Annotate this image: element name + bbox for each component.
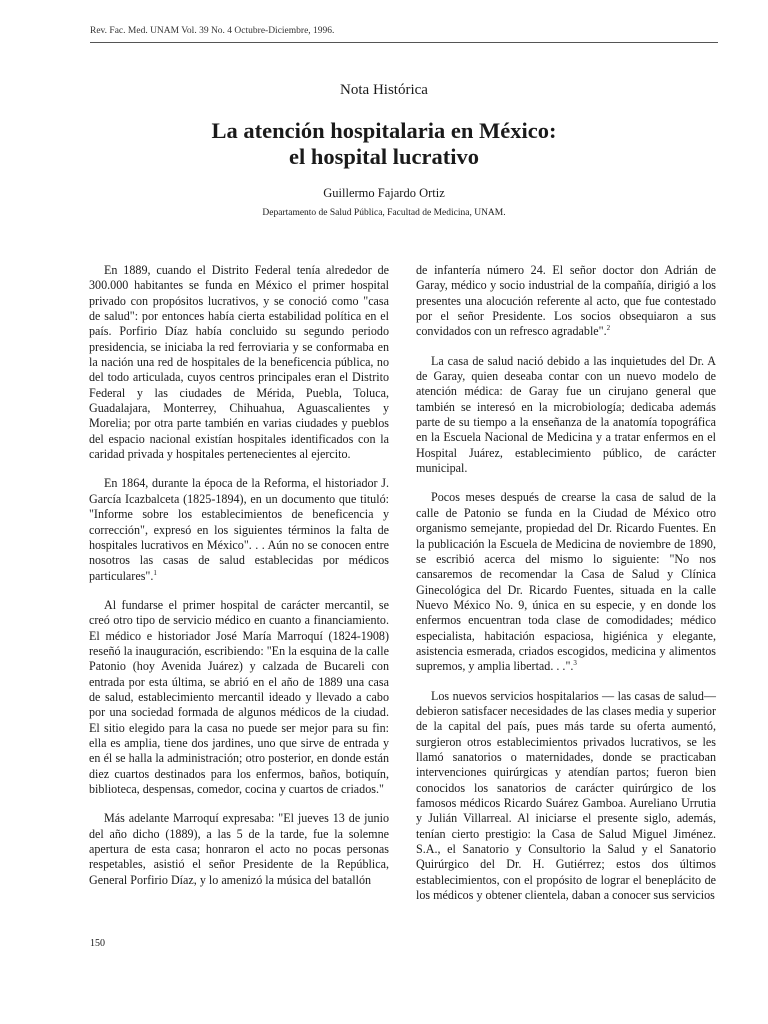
paragraph-text: Pocos meses después de crearse la casa de salud de la calle de Patonio se funda en la Ciudad de México otro organismo semejante, propiedad del Dr. Ricardo Fuentes. En la publicación la Escuela de Medicina de noviembre de 1890, se escribió acerca del mismo lo siguiente: "No nos cansaremos de recomendar la Casa de Salud y Clínica Ginecológica del Dr. Ricardo Fuentes, situada en la calle Nuevo México No. 9, única en su especie, y en donde los enfermos encuentran toda clase de comodidades; médico especialista, habitación espaciosa, higiénica y elegante, asistencia esmerada, criados escogidos, medicina y alimentos supremos, y amplia libertad. . .". — [416, 490, 716, 674]
paragraph: Los nuevos servicios hospitalarios — las casas de salud— debieron satisfacer necesidades de las clases media y superior de la capital del país, pues más tarde su oferta aumentó, surgieron otros establecimientos privados lucrativos, se les llamó sanatorios o maternidades, donde se practicaban intervenciones quirúrgicas y atendían partos; fueron bien conocidos los sanatorios de carácter quirúrgico de los famosos médicos Ricardo Suárez Gamboa. Aureliano Urrutia y Julián Villarreal. Al iniciarse el presente siglo, además, tenían cierto prestigio: la Casa de Salud Miguel Jiménez. S.A., el Sanatorio y Consultorio la Salud y el Sanatorio Quirúrgico del Dr. H. Gutiérrez; estos dos últimos establecimientos, con el propósito de lograr el beneplácito de los médicos y obtener clientela, daban a conocer sus servicios — [416, 688, 716, 903]
paragraph: Al fundarse el primer hospital de carácter mercantil, se creó otro tipo de servicio médico en cuanto a financiamiento. El médico e historiador José María Marroquí (1824-1908) reseñó la inauguración, escribiendo: "En la esquina de la calle Patonio (hoy Avenida Juárez) y calzada de Bucareli con entrada por esta última, se abrió en el año de 1889 una casa de salud, establecimiento mercantil ideado y llevado a cabo por una sociedad formada de algunos médicos de la ciudad. El sitio elegido para la casa no puede ser mejor para su fin: ella es amplia, tiene dos jardines, uno que sirve de entrada y en él se halla la administración; otro posterior, en donde están diez cuartos destinados para los enfermos, baños, botiquín, biblioteca, despensas, comedor, cocina y cuartos de criados." — [89, 597, 389, 796]
paragraph-text: de infantería número 24. El señor doctor don Adrián de Garay, médico y socio industrial de la compañía, dirigió a los presentes una alocución referente al acto, que fue contestado por el señor Presidente. Los socios obsequiaron a sus convidados con un refresco agradable". — [416, 263, 716, 339]
paragraph — [416, 263, 716, 340]
paragraph: Más adelante Marroquí expresaba: "El jueves 13 de junio del año dicho (1889), a las 5 de la tarde, fue la solemne apertura de esta casa; honraron el acto no pocas personas respetables, asistió el señor Presidente de la República, General Porfirio Díaz, y lo amenizó la música del batallón — [89, 811, 389, 887]
reference-marker: 3 — [573, 659, 577, 668]
paragraph-text: En 1864, durante la época de la Reforma, el historiador J. García Icazbalceta (1825-1894), en un documento que tituló: "Informe sobre los establecimientos de beneficencia y corrección", expresó en los siguientes términos la falta de hospitales lucrativos en México". . . Aún no se conocen entre nosotros las casas de salud establecidas por médicos particulares". — [89, 476, 389, 583]
author-affiliation: Departamento de Salud Pública, Facultad de Medicina, UNAM. — [262, 208, 506, 218]
reference-marker: 2 — [606, 324, 611, 333]
section-label: Nota Histórica — [340, 82, 428, 98]
paragraph: En 1889, cuando el Distrito Federal tenía alrededor de 300.000 habitantes se funda en México el primer hospital privado con propósitos lucrativos, y se conoció como "casa de salud": por entonces había cierta estabilidad política en el país. Porfirio Díaz había concluido su segundo periodo presidencia, se iniciaba la red ferroviaria y se conformaba en la nación una red de hospitales de la beneficencia pública, no del todo articulada, cuyos centros principales eran el Distrito Federal y las ciudades de Mérida, Puebla, Toluca, Guadalajara, Monterrey, Chihuahua, Aguascalientes y Morelia; por otra parte también en varias ciudades y pueblos del espacio nacional existían hospitales identificados con la caridad privada y hospitales pertenecientes al ejercito. — [89, 263, 389, 462]
paragraph — [89, 476, 389, 583]
article-title — [0, 118, 768, 170]
author-name: Guillermo Fajardo Ortiz — [323, 186, 445, 200]
paragraph — [416, 490, 716, 674]
page-number: 150 — [90, 938, 105, 949]
right-column — [416, 263, 716, 917]
header-rule — [90, 42, 718, 43]
title-line-2: el hospital lucrativo — [289, 144, 479, 169]
paragraph: La casa de salud nació debido a las inquietudes del Dr. A de Garay, quien deseaba contar con un nuevo modelo de atención médica: de Garay fue un cirujano general que también se interesó en la microbiología; dedicaba además parte de su tiempo a la enseñanza de la anatomía topográfica en la Escuela Nacional de Medicina y a tratar enfermos en el Hospital Juárez, establecimiento público, de carácter municipal. — [416, 353, 716, 476]
title-line-1: La atención hospitalaria en México: — [211, 118, 557, 143]
running-head: Rev. Fac. Med. UNAM Vol. 39 No. 4 Octubre-Diciembre, 1996. — [90, 26, 335, 36]
left-column — [89, 263, 389, 902]
reference-marker: 1 — [153, 568, 157, 577]
